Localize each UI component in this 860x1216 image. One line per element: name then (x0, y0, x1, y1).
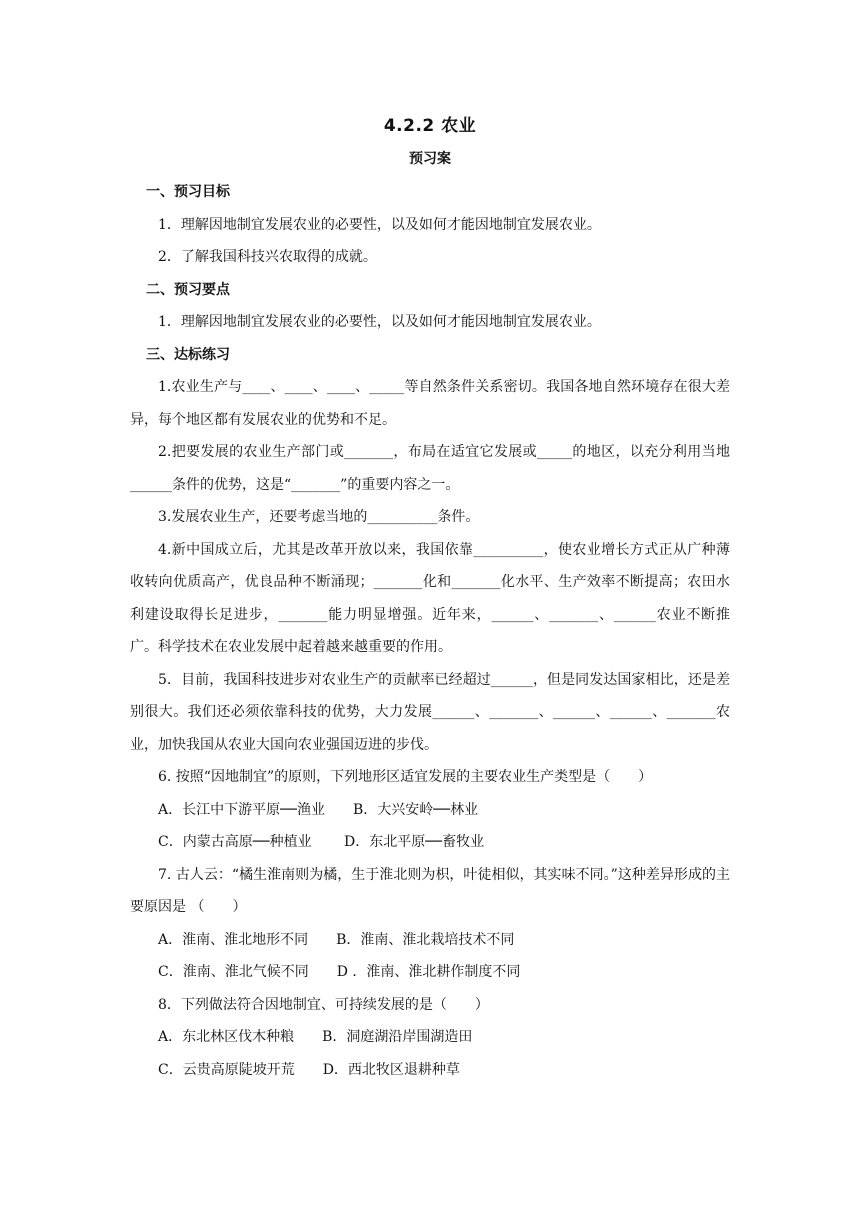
choice-question-7-options-cd: C．淮南、淮北气候不同 D ．淮南、淮北耕作制度不同 (158, 964, 521, 980)
fill-question-1: 1.农业生产与____、____、____、_____等自然条件关系密切。我国各地自然环境存在很大差异，每个地区都有发展农业的优势和不足。 (130, 379, 730, 428)
fill-question-2: 2.把要发展的农业生产部门或_______，布局在适宜它发展或_____的地区，以充分利用当地______条件的优势，这是“_______”的重要内容之一。 (130, 444, 730, 493)
choice-question-6: 6. 按照“因地制宜”的原则，下列地形区适宜发展的主要农业生产类型是（ ） (158, 769, 653, 785)
fill-question-3: 3.发展农业生产，还要考虑当地的__________条件。 (158, 509, 480, 525)
document-body (130, 176, 730, 1086)
goal-item-1: 1．理解因地制宜发展农业的必要性，以及如何才能因地制宜发展农业。 (158, 216, 601, 233)
choice-question-8-options-cd: C．云贵高原陡坡开荒 D．西北牧区退耕种草 (158, 1061, 460, 1078)
document-title: 4.2.2 农业 (383, 116, 477, 136)
choice-question-6-options-cd: C．内蒙古高原──种植业 D．东北平原──畜牧业 (158, 834, 485, 850)
section-heading-points: 二、预习要点 (146, 281, 230, 298)
choice-question-8: 8．下列做法符合因地制宜、可持续发展的是（ ） (158, 996, 489, 1013)
fill-question-4: 4.新中国成立后，尤其是改革开放以来，我国依靠__________，使农业增长方式正从广种薄收转向优质高产，优良品种不断涌现；_______化和_______化水平、生产效率不断提高；农田水利建设取得长足进步，_______能力明显增强。近年来，______、_______、______农业不断推广。科学技术在农业发展中起着越来越重要的作用。 (130, 541, 730, 655)
choice-question-8-options-ab: A．东北林区伐木种粮 B．洞庭湖沿岸围湖造田 (158, 1029, 473, 1045)
point-item-1: 1．理解因地制宜发展农业的必要性，以及如何才能因地制宜发展农业。 (158, 314, 601, 330)
document-subtitle: 预习案 (409, 151, 451, 167)
choice-question-7-options-ab: A．淮南、淮北地形不同 B．淮南、淮北栽培技术不同 (158, 931, 515, 948)
choice-question-7: 7. 古人云：“橘生淮南则为橘，生于淮北则为枳，叶徒相似，其实味不同。”这种差异形成的主要原因是 （ ） (130, 866, 730, 915)
fill-question-5: 5．目前，我国科技进步对农业生产的贡献率已经超过______，但是同发达国家相比，还是差别很大。我们还必须依靠科技的优势，大力发展______、_______、______、______、_______农业，加快我国从农业大国向农业强国迈进的步伐。 (130, 671, 730, 753)
choice-question-6-options-ab: A．长江中下游平原──渔业 B．大兴安岭──林业 (158, 801, 479, 818)
section-heading-practice: 三、达标练习 (146, 346, 230, 363)
section-heading-goals: 一、预习目标 (146, 184, 230, 200)
goal-item-2: 2．了解我国科技兴农取得的成就。 (158, 249, 377, 265)
